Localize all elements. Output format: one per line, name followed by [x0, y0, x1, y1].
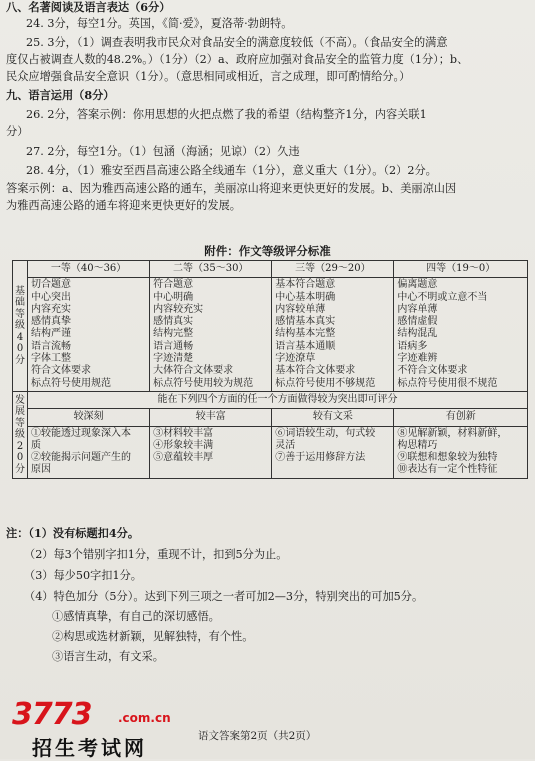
note-4-item-2: ②构思或选材新颖，见解独特，有个性。 — [52, 630, 254, 643]
note-2: （2）每3个错别字扣1分，重现不计，扣到5分为止。 — [24, 548, 288, 561]
answer-24: 24. 3分，每空1分。英国，《简·爱》，夏洛蒂·勃朗特。 — [26, 17, 293, 30]
cell-line: 中心基本明确 — [275, 291, 336, 303]
cell-line: ③材料较丰富 — [153, 427, 214, 439]
cell-line: 构思精巧 — [397, 439, 438, 451]
cell-line: ④形象较丰满 — [153, 439, 214, 451]
grade-cell-2 — [150, 278, 272, 392]
dev-intro: 能在下列四个方面的任一个方面做得较为突出即可评分 — [28, 391, 528, 408]
basic-level-text: 基 础 等 级 4 0 分 — [15, 285, 25, 366]
cell-line: 基本符合文体要求 — [275, 365, 356, 377]
cell-line: 感情真实 — [153, 316, 194, 328]
dev-cell-2 — [150, 426, 272, 478]
cell-line: ⑤意蕴较丰厚 — [153, 452, 214, 464]
answer-28-line-2: 答案示例：a、因为雅西高速公路的通车，美丽凉山将迎来更快更好的发展。b、美丽凉山因 — [6, 182, 457, 195]
cell-line: 感情虚假 — [397, 316, 438, 328]
logo-domain: .com.cn — [118, 711, 171, 725]
answer-25-line-1: 25. 3分，（1）调查表明我市民众对食品安全的满意度较低（不高）。（食品安全的满意 — [26, 36, 448, 49]
note-3: （3）每少50字扣1分。 — [24, 569, 142, 582]
rubric-title: 附件：作文等级评分标准 — [204, 244, 331, 258]
cell-line: ⑨联想和想象较为独特 — [397, 452, 498, 464]
cell-line: 符合文体要求 — [31, 365, 91, 377]
cell-line: ⑧见解新颖，材料新鲜， — [397, 427, 508, 439]
cell-line: 偏离题意 — [397, 279, 438, 291]
cell-line: 结构基本完整 — [275, 328, 336, 340]
answer-26-line-2: 分） — [6, 125, 29, 138]
logo-site-name: 招生考试网 — [32, 736, 147, 760]
cell-line: 符合题意 — [153, 279, 194, 291]
cell-line: 基本符合题意 — [275, 279, 336, 291]
cell-line: 标点符号使用较为规范 — [153, 377, 254, 389]
note-1: 注：（1）没有标题扣4分。 — [6, 526, 140, 540]
cell-line: 语言流畅 — [31, 340, 71, 352]
cell-line: ②较能揭示问题产生的 — [31, 452, 131, 464]
cell-line: 语言通畅 — [153, 340, 194, 352]
answer-28-line-1: 28. 4分，（1）雅安至西昌高速公路全线通车（1分），意义重大（1分）。（2）2分。 — [26, 164, 437, 177]
cell-line: 语病多 — [397, 340, 428, 352]
grade-header-4: 四等（19～0） — [394, 261, 528, 278]
cell-line: 结构混乱 — [397, 328, 438, 340]
cell-line: 字迹清楚 — [153, 353, 194, 365]
note-4: （4）特色加分（5分）。达到下列三项之一者可加2—3分，特别突出的可加5分。 — [24, 590, 424, 603]
dev-header-1: 较深刻 — [28, 409, 150, 426]
cell-line: 内容较充实 — [153, 303, 204, 315]
cell-line: ⑩表达有一定个性特征 — [397, 464, 498, 476]
cell-line: 标点符号使用不够规范 — [275, 377, 376, 389]
answer-27: 27. 2分，每空1分。（1）包涵（海涵；见谅）（2）久违 — [26, 145, 300, 158]
section-9-title: 九、语言运用（8分） — [6, 88, 115, 102]
grade-header-2: 二等（35～30） — [150, 261, 272, 278]
cell-line: 大体符合文体要求 — [153, 365, 234, 377]
cell-line: ⑦善于运用修辞方法 — [275, 452, 366, 464]
answer-25-line-3: 民众应增强食品安全意识（1分）。（意思相同或相近，言之成理，即可酌情给分。） — [6, 70, 411, 83]
cell-line: 标点符号使用很不规范 — [397, 377, 498, 389]
site-watermark-logo — [6, 697, 216, 760]
cell-line: 内容较单薄 — [275, 303, 326, 315]
cell-line: 原因 — [31, 464, 51, 476]
cell-line: 字迹难辨 — [397, 353, 438, 365]
grade-header-3: 三等（29～20） — [272, 261, 394, 278]
section-8-title: 八、名著阅读及语言表达（6分） — [6, 0, 171, 14]
dev-cell-1 — [28, 426, 150, 478]
cell-line: 质 — [31, 439, 41, 451]
cell-line: 字体工整 — [31, 353, 71, 365]
page-footer: 语文答案第2页（共2页） — [198, 730, 317, 742]
dev-level-label — [13, 391, 28, 478]
grade-cell-4 — [394, 278, 528, 392]
grade-header-1: 一等（40～36） — [28, 261, 150, 278]
cell-line: 标点符号使用规范 — [31, 377, 111, 389]
cell-line: ⑥词语较生动，句式较 — [275, 427, 376, 439]
cell-line: 字迹潦草 — [275, 353, 316, 365]
logo-number: 3773 — [12, 697, 92, 732]
cell-line: 感情真挚 — [31, 316, 71, 328]
cell-line: 语言基本通顺 — [275, 340, 336, 352]
grade-cell-1 — [28, 278, 150, 392]
grade-cell-3 — [272, 278, 394, 392]
cell-line: 中心不明或立意不当 — [397, 291, 488, 303]
cell-line: 灵活 — [275, 439, 296, 451]
answer-26-line-1: 26. 2分，答案示例：你用思想的火把点燃了我的希望（结构整齐1分，内容关联1 — [26, 108, 427, 121]
rubric-table — [12, 260, 528, 479]
basic-level-label — [13, 261, 28, 392]
dev-header-3: 较有文采 — [272, 409, 394, 426]
cell-line: 切合题意 — [31, 279, 71, 291]
dev-level-text: 发 展 等 级 2 0 分 — [15, 394, 25, 475]
cell-line: 中心突出 — [31, 291, 71, 303]
dev-cell-4 — [394, 426, 528, 478]
answer-28-line-3: 为雅西高速公路的通车将迎来更快更好的发展。 — [6, 199, 241, 212]
cell-line: 中心明确 — [153, 291, 194, 303]
cell-line: 内容充实 — [31, 303, 71, 315]
note-4-item-3: ③语言生动，有文采。 — [52, 650, 164, 663]
cell-line: 内容单薄 — [397, 303, 438, 315]
cell-line: 不符合文体要求 — [397, 365, 468, 377]
dev-header-2: 较丰富 — [150, 409, 272, 426]
cell-line: 感情基本真实 — [275, 316, 336, 328]
answer-25-line-2: 度仅占被调查人数的48.2%。）（1分）（2）a、政府应加强对食品安全的监管力度（1分）；b、 — [6, 53, 469, 66]
cell-line: 结构严谨 — [31, 328, 71, 340]
dev-header-4: 有创新 — [394, 409, 528, 426]
cell-line: ①较能透过现象深入本 — [31, 427, 131, 439]
dev-cell-3 — [272, 426, 394, 478]
note-4-item-1: ①感情真挚，有自己的深切感悟。 — [52, 610, 220, 623]
cell-line: 结构完整 — [153, 328, 194, 340]
